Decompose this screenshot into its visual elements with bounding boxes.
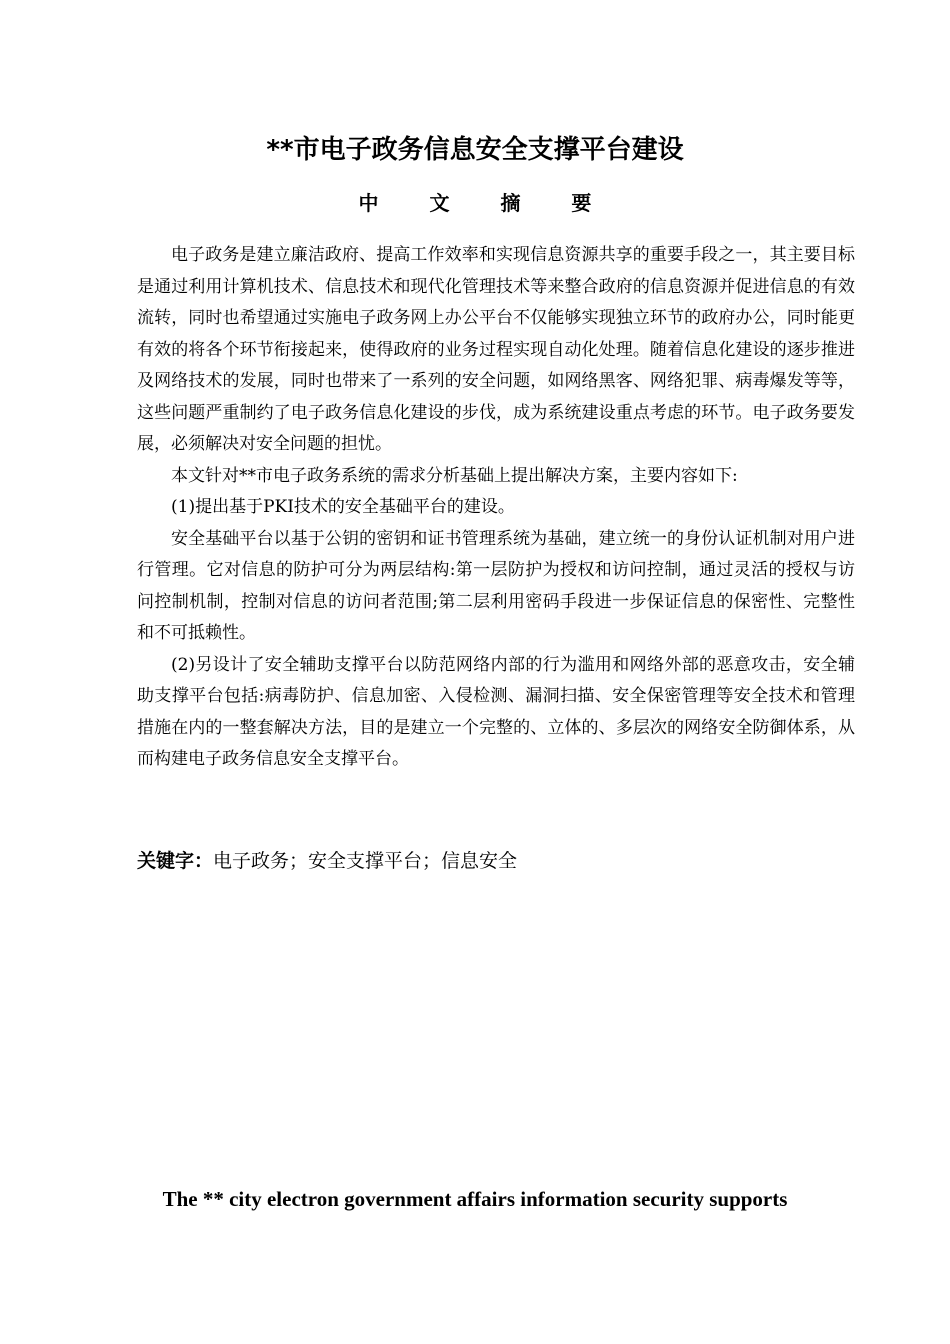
abstract-body [137, 240, 855, 776]
keywords-value: 电子政务；安全支撑平台；信息安全 [213, 850, 518, 872]
keywords-label: 关键字： [137, 850, 214, 872]
abstract-paragraph: 本文针对**市电子政务系统的需求分析基础上提出解决方案，主要内容如下: [171, 465, 738, 486]
abstract-paragraph: (1)提出基于PKI技术的安全基础平台的建设。 [171, 497, 515, 517]
abstract-heading: 中 文 摘 要 [358, 191, 614, 215]
abstract-paragraph: (2)另设计了安全辅助支撑平台以防范网络内部的行为滥用和网络外部的恶意攻击，安全辅助支撑平台包括:病毒防护、信息加密、入侵检测、漏洞扫描、安全保密管理等安全技术和管理措施在内的一整套解决方法，目的是建立一个完整的、立体的、多层次的网络安全防御体系，从而构建电子政务信息安全支撑平台。 [137, 654, 855, 769]
document-title: **市电子政务信息安全支撑平台建设 [266, 135, 684, 165]
keywords-line [137, 846, 855, 876]
abstract-paragraph: 电子政务是建立廉洁政府、提高工作效率和实现信息资源共享的重要手段之一，其主要目标是通过利用计算机技术、信息技术和现代化管理技术等来整合政府的信息资源并促进信息的有效流转，同时也希望通过实施电子政务网上办公平台不仅能够实现独立环节的政府办公，同时能更有效的将各个环节衔接起来，使得政府的业务过程实现自动化处理。随着信息化建设的逐步推进及网络技术的发展，同时也带来了一系列的安全问题，如网络黑客、网络犯罪、病毒爆发等等，这些问题严重制约了电子政务信息化建设的步伐，成为系统建设重点考虑的环节。电子政务要发展，必须解决对安全问题的担忧。 [137, 245, 855, 454]
abstract-paragraph: 安全基础平台以基于公钥的密钥和证书管理系统为基础，建立统一的身份认证机制对用户进行管理。它对信息的防护可分为两层结构:第一层防护为授权和访问控制，通过灵活的授权与访问控制机制，控制对信息的访问者范围;第二层利用密码手段进一步保证信息的保密性、完整性和不可抵赖性。 [137, 528, 855, 643]
english-title: The ** city electron government affairs information security supports [162, 1187, 788, 1211]
